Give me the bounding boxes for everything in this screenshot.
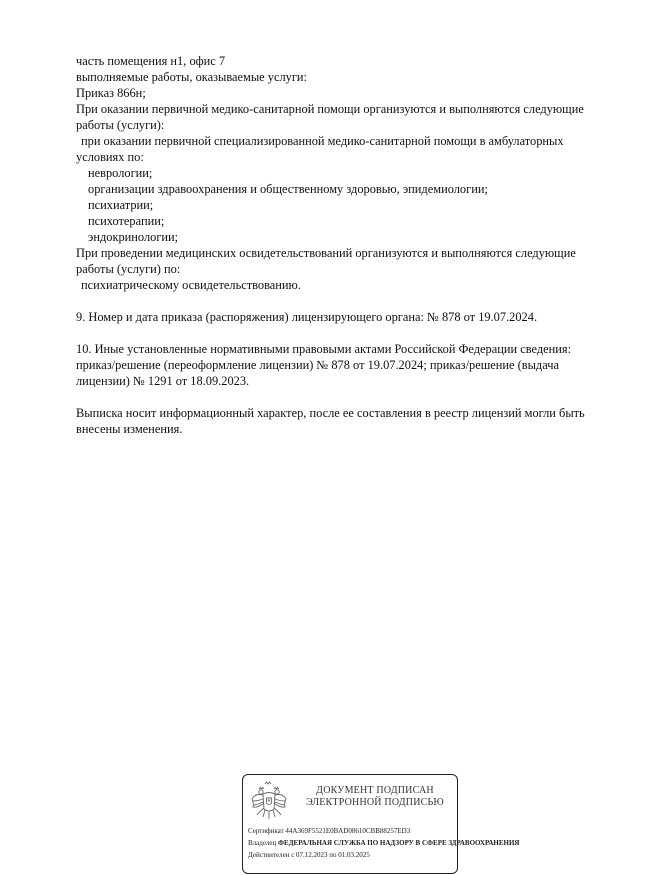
doc-item-9: 9. Номер и дата приказа (распоряжения) лицензирующего органа: № 878 от 19.07.2024. — [76, 310, 538, 324]
stamp-certificate-label: Сертификат — [248, 827, 284, 835]
doc-line-specialized-care-cont: условиях по: — [76, 150, 144, 164]
stamp-title-line-1: ДОКУМЕНТ ПОДПИСАН — [316, 785, 434, 796]
stamp-certificate-value: 44A369F5521E0BAD08610CBB88257ED3 — [285, 827, 411, 835]
doc-line-order: Приказ 866н; — [76, 86, 146, 100]
doc-line-service-psychotherapy: психотерапии; — [88, 214, 165, 228]
doc-note-line-2: внесены изменения. — [76, 422, 183, 436]
doc-line-examinations-cont: работы (услуги) по: — [76, 262, 181, 276]
doc-line-premises: часть помещения н1, офис 7 — [76, 54, 226, 68]
doc-item-10-line-1: 10. Иные установленные нормативными правовыми актами Российской Федерации сведения: — [76, 342, 572, 356]
doc-line-service-endocrinology: эндокринологии; — [88, 230, 179, 244]
doc-line-examinations: При проведении медицинских освидетельствований организуются и выполняются следующие — [76, 246, 576, 260]
stamp-title-line-2: ЭЛЕКТРОННОЙ ПОДПИСЬЮ — [306, 797, 444, 808]
doc-line-primary-care-cont: работы (услуги): — [76, 118, 165, 132]
doc-line-service-psychiatry: психиатрии; — [88, 198, 154, 212]
doc-line-specialized-care: при оказании первичной специализированной медико-санитарной помощи в амбулаторных — [81, 134, 564, 148]
document-body — [76, 53, 636, 437]
stamp-validity-row: Действителен с 07.12.2023 по 01.03.2025 — [248, 851, 370, 859]
doc-line-primary-care: При оказании первичной медико-санитарной помощи организуются и выполняются следующие — [76, 102, 584, 116]
doc-line-service-public-health: организации здравоохранения и общественному здоровью, эпидемиологии; — [88, 182, 488, 196]
doc-note-line-1: Выписка носит информационный характер, после ее составления в реестр лицензий могли быть — [76, 406, 585, 420]
stamp-owner-value: ФЕДЕРАЛЬНАЯ СЛУЖБА ПО НАДЗОРУ В СФЕРЕ ЗДРАВООХРАНЕНИЯ — [278, 839, 520, 847]
stamp-title — [295, 785, 455, 809]
stamp-owner-row — [248, 837, 520, 849]
stamp-owner-label: Владелец — [248, 839, 277, 847]
stamp-meta — [248, 825, 520, 861]
electronic-signature-stamp — [242, 774, 520, 874]
doc-item-10-line-2: приказ/решение (переоформление лицензии) № 878 от 19.07.2024; приказ/решение (выдача — [76, 358, 559, 372]
doc-item-10-line-3: лицензии) № 1291 от 18.09.2023. — [76, 374, 250, 388]
doc-line-works-heading: выполняемые работы, оказываемые услуги: — [76, 70, 308, 84]
double-headed-eagle-emblem-icon — [250, 781, 288, 823]
doc-line-service-psychiatric-exam: психиатрическому освидетельствованию. — [81, 278, 301, 292]
doc-line-service-neurology: неврологии; — [88, 166, 153, 180]
stamp-certificate-row — [248, 825, 508, 837]
